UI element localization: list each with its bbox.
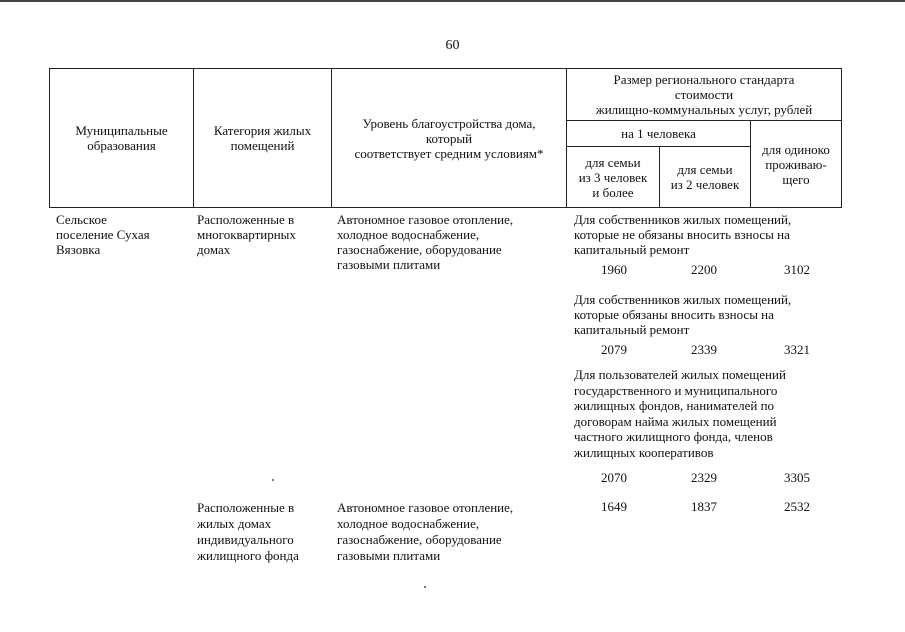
group1-label: Для собственников жилых помещений, которые не обязаны вносить взносы на капитальный ремонт bbox=[574, 212, 792, 257]
top-border-line bbox=[0, 0, 905, 2]
row1-category: Расположенные в многоквартирных домах bbox=[197, 212, 296, 257]
row1-level: Автономное газовое отопление, холодное водоснабжение, газоснабжение, оборудование газовыми плитами bbox=[337, 212, 514, 272]
group3-family2-value: 2329 bbox=[691, 470, 717, 485]
group1-family3-value: 1960 bbox=[601, 262, 627, 277]
header-level: Уровень благоустройства дома, который соответствует средним условиям* bbox=[331, 68, 567, 208]
group3-single-value: 3305 bbox=[784, 470, 810, 485]
group2-label: Для собственников жилых помещений, которые обязаны вносить взносы на капитальный ремонт bbox=[574, 292, 792, 337]
row2-family2-value: 1837 bbox=[691, 499, 717, 514]
row1-municipality: Сельское поселение Сухая Вязовка bbox=[56, 212, 150, 257]
group2-single-value: 3321 bbox=[784, 342, 810, 357]
header-municipality: Муниципальные образования bbox=[49, 68, 194, 208]
row2-single-value: 2532 bbox=[784, 499, 810, 514]
header-standard: Размер регионального стандарта стоимости жилищно-коммунальных услуг, рублей bbox=[566, 68, 842, 121]
row2-family3-value: 1649 bbox=[601, 499, 627, 514]
group3-label: Для пользователей жилых помещений государственного и муниципального жилищных фондов, нанимателей по договорам найма жилых помещений частного жилищного фонда, членов жилищных кооперативов bbox=[574, 367, 786, 460]
group2-family2-value: 2339 bbox=[691, 342, 717, 357]
header-single: для одиноко проживаю- щего bbox=[750, 120, 842, 208]
group1-single-value: 3102 bbox=[784, 262, 810, 277]
group2-family3-value: 2079 bbox=[601, 342, 627, 357]
header-per-person: на 1 человека bbox=[566, 120, 751, 147]
group1-family2-value: 2200 bbox=[691, 262, 717, 277]
header-family2: для семьи из 2 человек bbox=[659, 146, 751, 208]
header-family3: для семьи из 3 человек и более bbox=[566, 146, 660, 208]
row2-level: Автономное газовое отопление, холодное водоснабжение, газоснабжение, оборудование газовыми плитами bbox=[337, 500, 514, 563]
row2-category: Расположенные в жилых домах индивидуального жилищного фонда bbox=[197, 500, 299, 563]
scan-dot bbox=[424, 586, 426, 588]
header-category: Категория жилых помещений bbox=[193, 68, 332, 208]
group3-family3-value: 2070 bbox=[601, 470, 627, 485]
page-number: 60 bbox=[445, 38, 460, 53]
scan-dot bbox=[272, 479, 274, 481]
